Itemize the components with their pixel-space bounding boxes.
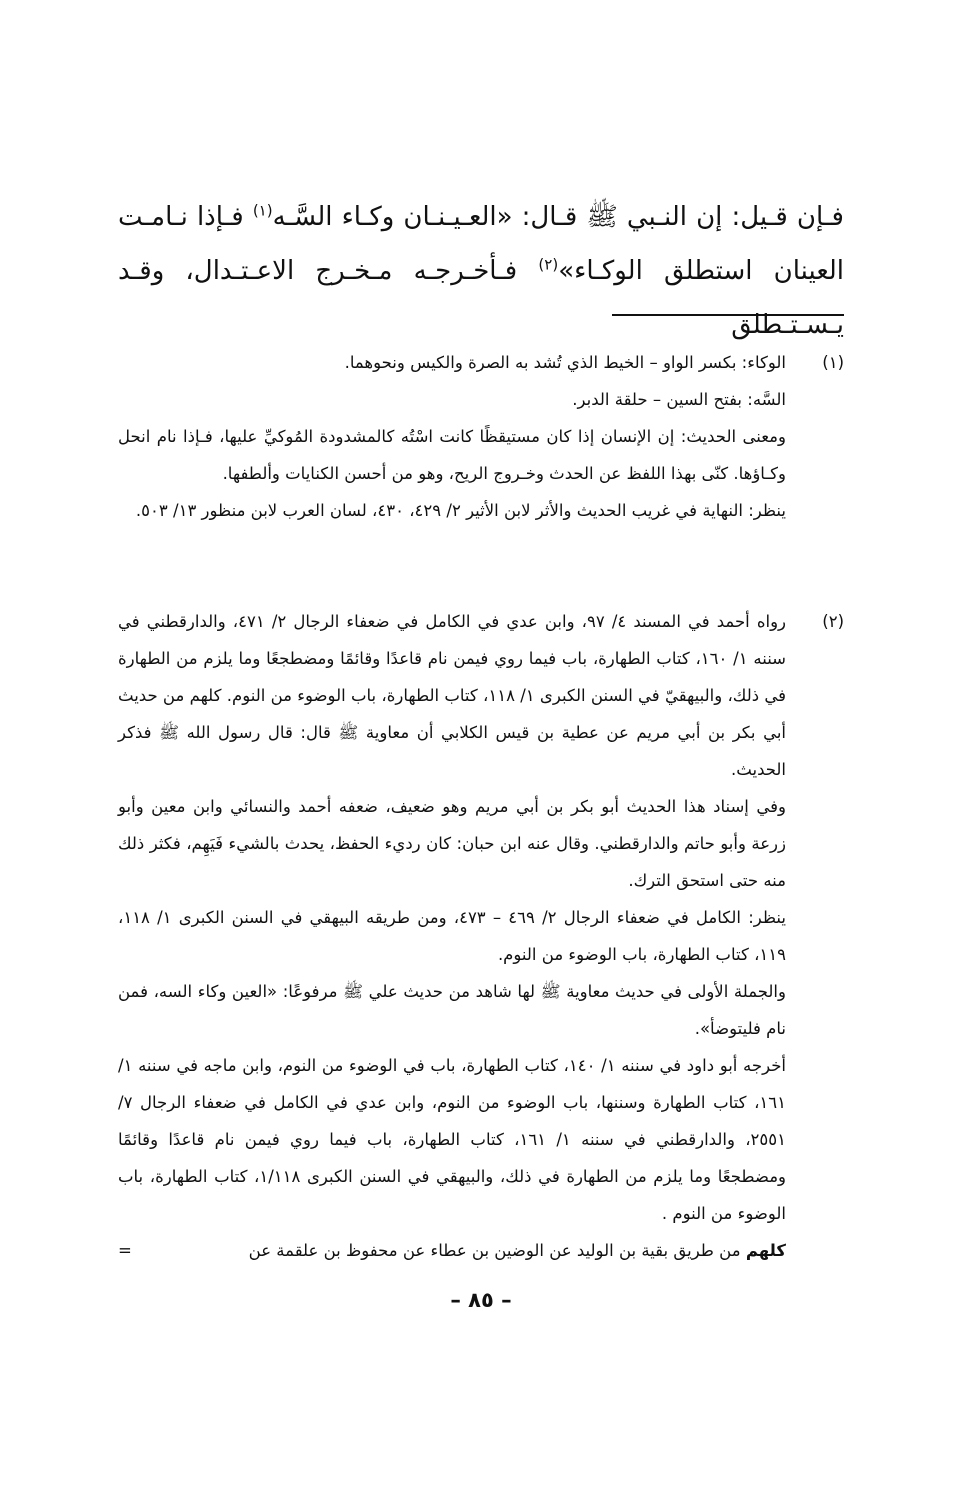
footnote-number: (١) bbox=[822, 353, 844, 372]
footnote-separator bbox=[612, 314, 844, 316]
continuation-rest: من طريق بقية بن الوليد عن الوضين بن عطاء عن محفوظ بن علقمة عن bbox=[248, 1241, 746, 1260]
continuation-text bbox=[249, 1232, 786, 1269]
footnote-number: (٢) bbox=[822, 612, 844, 631]
continuation-mark: = bbox=[118, 1241, 132, 1260]
footnote-ref-1[interactable]: (١) bbox=[252, 201, 273, 220]
footnote-line: ومعنى الحديث: إن الإنسان إذا كان مستيقظًا كانت اسْتُه كالمشدودة المُوكيِّ عليها، فـإذا نام انحل وكـاؤها. كنّى بهذا اللفظ عن الحدث وخـروج الريح، وهو من أحسن الكنايات وألطفها. bbox=[118, 427, 786, 483]
continuation-bold-word: كلهم bbox=[745, 1241, 786, 1260]
footnote-2 bbox=[118, 603, 844, 1269]
footnote-line: أخرجه أبو داود في سننه ١/ ١٤٠، كتاب الطهارة، باب في الوضوء من النوم، وابن ماجه في سننه ١/ ١٦١، كتاب الطهارة وسننها، باب الوضوء من النوم، وابن عدي في الكامل في ضعفاء الرجال ٧/ ٢٥٥١، والدارقطني في سننه ١/ ١٦١، كتاب الطهارة، باب فيما روي فيمن نام قاعدًا وقائمًا ومضطجعًا وما يلزم من الطهارة في ذلك، والبيهقي في السنن الكبرى ١/١١٨، كتاب الطهارة، باب الوضوء من النوم . bbox=[118, 1056, 786, 1223]
continuation-line bbox=[118, 1232, 786, 1269]
main-text-part-3: فـأخـرجـه مـخـرج الاعـتـدال، وقـد يـسـتـطلق bbox=[118, 256, 844, 340]
footnote-line: وفي إسناد هذا الحديث أبو بكر بن أبي مريم وهو ضعيف، ضعفه أحمد والنسائي وابن معين وأبو زرعة وأبو حاتم والدارقطني. وقال عنه ابن حبان: كان رديء الحفظ، يحدث بالشيء فَيَهِم، فكثر ذلك منه حتى استحق الترك. bbox=[118, 797, 786, 890]
footnote-ref-2[interactable]: (٢) bbox=[538, 255, 559, 274]
main-text-part-2: فـإذا نـامـت العينان استطلق الوكـاء» bbox=[118, 202, 845, 286]
page-number: – ٨٥ – bbox=[450, 1288, 512, 1312]
footnote-line: السَّه: بفتح السين – حلقة الدبر. bbox=[572, 390, 786, 409]
footnote-line: الوكاء: بكسر الواو – الخيط الذي تُشد به الصرة والكيس ونحوهما. bbox=[344, 353, 786, 372]
footnote-line: والجملة الأولى في حديث معاوية ﷺ لها شاهد من حديث علي ﷺ مرفوعًا: «العين وكاء السه، فمن نام فليتوضأ». bbox=[118, 982, 786, 1038]
main-text-paragraph bbox=[118, 190, 844, 352]
main-paragraph bbox=[118, 190, 844, 352]
footnote-1 bbox=[118, 344, 844, 529]
footnote-line: رواه أحمد في المسند ٤/ ٩٧، وابن عدي في الكامل في ضعفاء الرجال ٢/ ٤٧١، والدارقطني في سننه ١/ ١٦٠، كتاب الطهارة، باب فيما روي فيمن نام قاعدًا وقائمًا ومضطجعًا وما يلزم من الطهارة في ذلك، والبيهقيّ في السنن الكبرى ١/ ١١٨، كتاب الطهارة، باب الوضوء من النوم. كلهم من حديث أبي بكر بن أبي مريم عن عطية بن قيس الكلابي أن معاوية ﷺ قال: قال رسول الله ﷺ فذكر الحديث. bbox=[118, 612, 787, 779]
footnote-line: ينظر: النهاية في غريب الحديث والأثر لابن الأثير ٢/ ٤٢٩، ٤٣٠، لسان العرب لابن منظور ١٣/ ٥٠٣. bbox=[135, 501, 786, 520]
main-text-part-1: فـإن قـيل: إن النـبي ﷺ قـال: «العـيـنـان وكـاء السَّـه bbox=[272, 202, 844, 232]
footnote-body bbox=[118, 603, 786, 1269]
footnote-body bbox=[118, 344, 786, 529]
footnote-line: ينظر: الكامل في ضعفاء الرجال ٢/ ٤٦٩ – ٤٧٣، ومن طريقه البيهقي في السنن الكبرى ١/ ١١٨، ١١٩، كتاب الطهارة، باب الوضوء من النوم. bbox=[118, 908, 786, 964]
